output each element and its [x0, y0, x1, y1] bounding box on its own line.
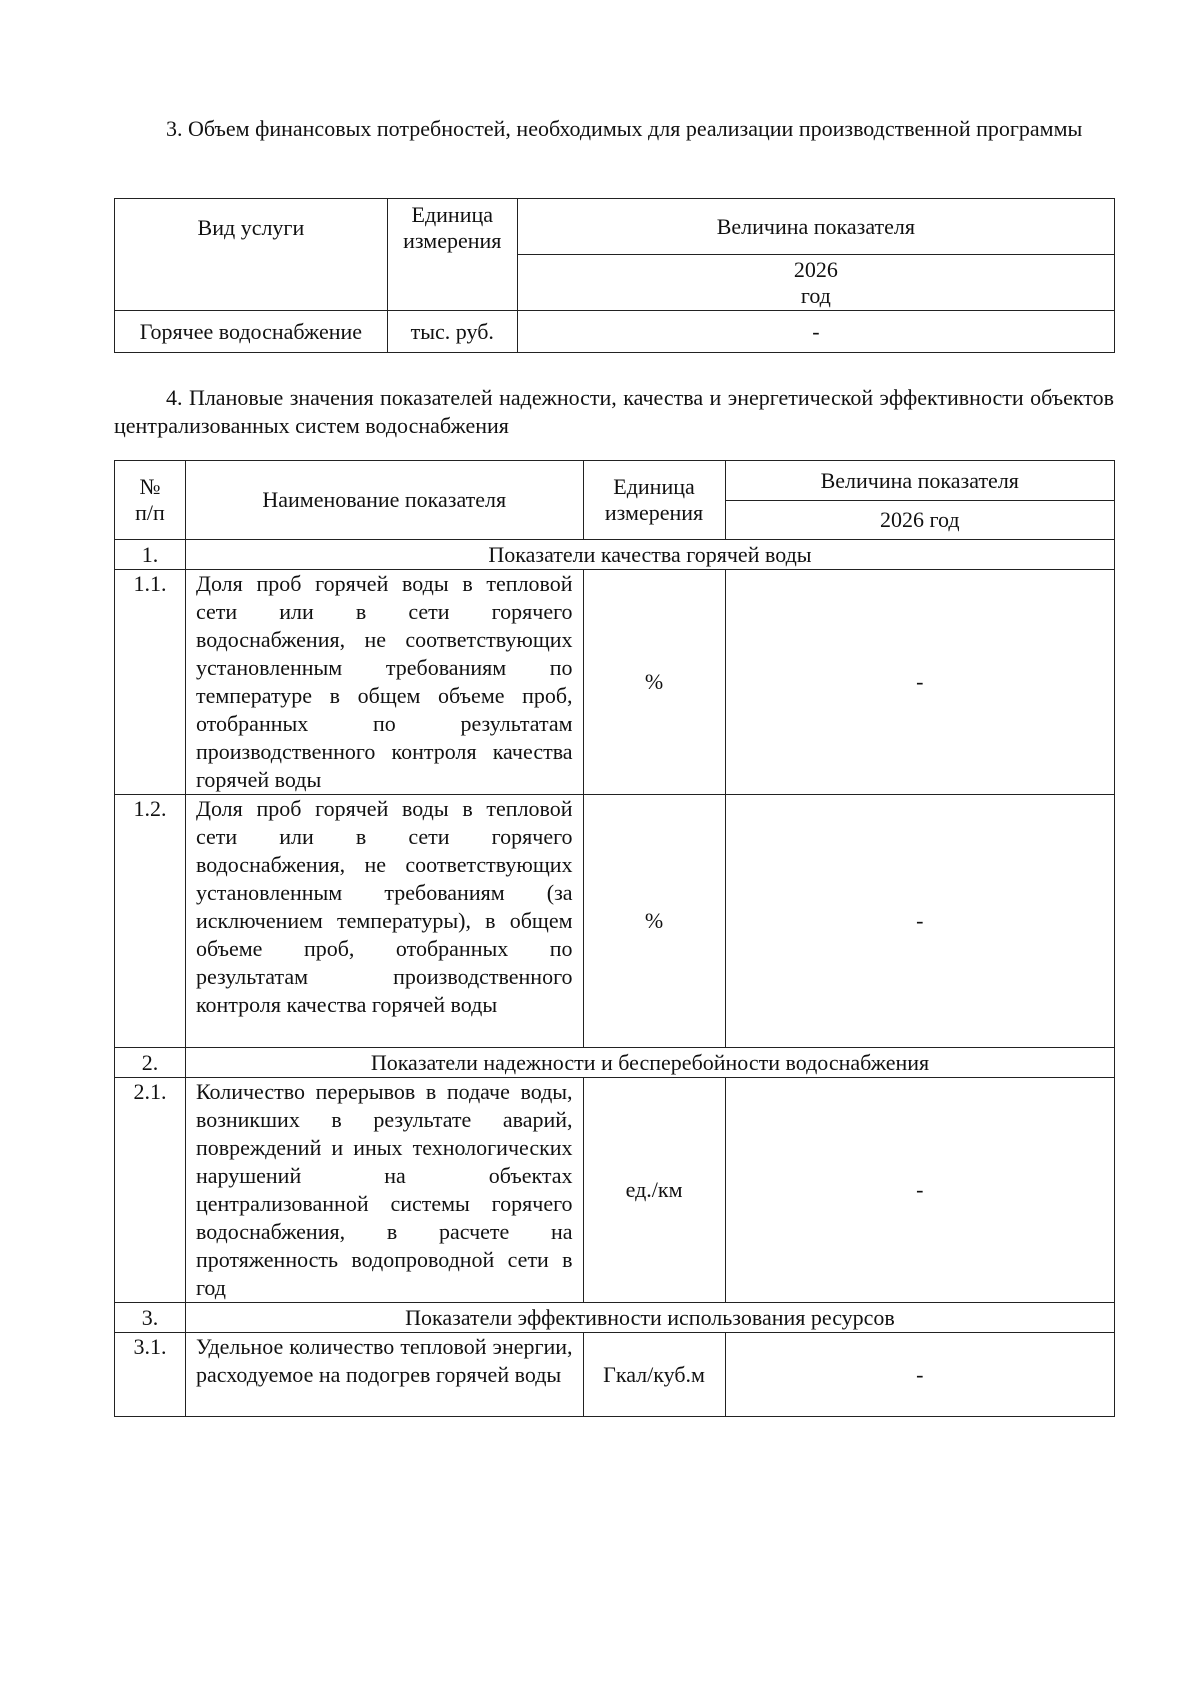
cell-service: Горячее водоснабжение [115, 311, 388, 353]
header-year: 2026 год [725, 501, 1114, 540]
row-unit: % [583, 795, 725, 1048]
group-num: 3. [115, 1303, 186, 1333]
row-num: 2.1. [115, 1078, 186, 1303]
row-num: 1.2. [115, 795, 186, 1048]
table-row [115, 570, 1115, 795]
group-row [115, 1303, 1115, 1333]
row-value: - [725, 1333, 1114, 1417]
header-value: Величина показателя [517, 199, 1114, 255]
table-row [115, 1078, 1115, 1303]
row-num: 3.1. [115, 1333, 186, 1417]
group-title: Показатели надежности и бесперебойности водоснабжения [185, 1048, 1114, 1078]
header-name: Наименование показателя [185, 461, 583, 540]
section-3-heading: 3. Объем финансовых потребностей, необходимых для реализации производственной программы [166, 116, 1083, 141]
row-value: - [725, 1078, 1114, 1303]
row-name: Количество перерывов в подаче воды, возникших в результате аварий, повреждений и иных технологических нарушений на объектах централизованной системы горячего водоснабжения, в расчете на протяженность водопроводной сети в год [185, 1078, 583, 1303]
indicators-table [114, 460, 1115, 1417]
table-row [115, 795, 1115, 1048]
row-unit: Гкал/куб.м [583, 1333, 725, 1417]
group-row [115, 540, 1115, 570]
cell-value: - [517, 311, 1114, 353]
row-name: Удельное количество тепловой энергии, расходуемое на подогрев горячей воды [185, 1333, 583, 1417]
row-value: - [725, 795, 1114, 1048]
header-service: Вид услуги [115, 199, 388, 311]
header-unit: Единица измерения [583, 461, 725, 540]
table-row [115, 1333, 1115, 1417]
header-year-word: год [800, 282, 831, 308]
group-row [115, 1048, 1115, 1078]
row-num: 1.1. [115, 570, 186, 795]
header-unit: Единица измерения [387, 199, 517, 311]
header-value: Величина показателя [725, 461, 1114, 501]
header-num: № п/п [115, 461, 186, 540]
row-name: Доля проб горячей воды в тепловой сети или в сети горячего водоснабжения, не соответствующих установленным требованиям (за исключением температуры), в общем объеме проб, отобранных по результатам производственного контроля качества горячей воды [185, 795, 583, 1048]
row-unit: ед./км [583, 1078, 725, 1303]
group-num: 2. [115, 1048, 186, 1078]
group-title: Показатели качества горячей воды [185, 540, 1114, 570]
group-title: Показатели эффективности использования ресурсов [185, 1303, 1114, 1333]
group-num: 1. [115, 540, 186, 570]
header-year-number: 2026 [793, 256, 838, 282]
row-unit: % [583, 570, 725, 795]
section-4-heading: 4. Плановые значения показателей надежности, качества и энергетической эффективности объектов централизованных систем водоснабжения [114, 385, 1114, 438]
cell-unit: тыс. руб. [387, 311, 517, 353]
row-name: Доля проб горячей воды в тепловой сети или в сети горячего водоснабжения, не соответствующих установленным требованиям по температуре в общем объеме проб, отобранных по результатам производственного контроля качества горячей воды [185, 570, 583, 795]
row-value: - [725, 570, 1114, 795]
header-year [517, 255, 1114, 311]
financial-needs-table [114, 198, 1115, 353]
